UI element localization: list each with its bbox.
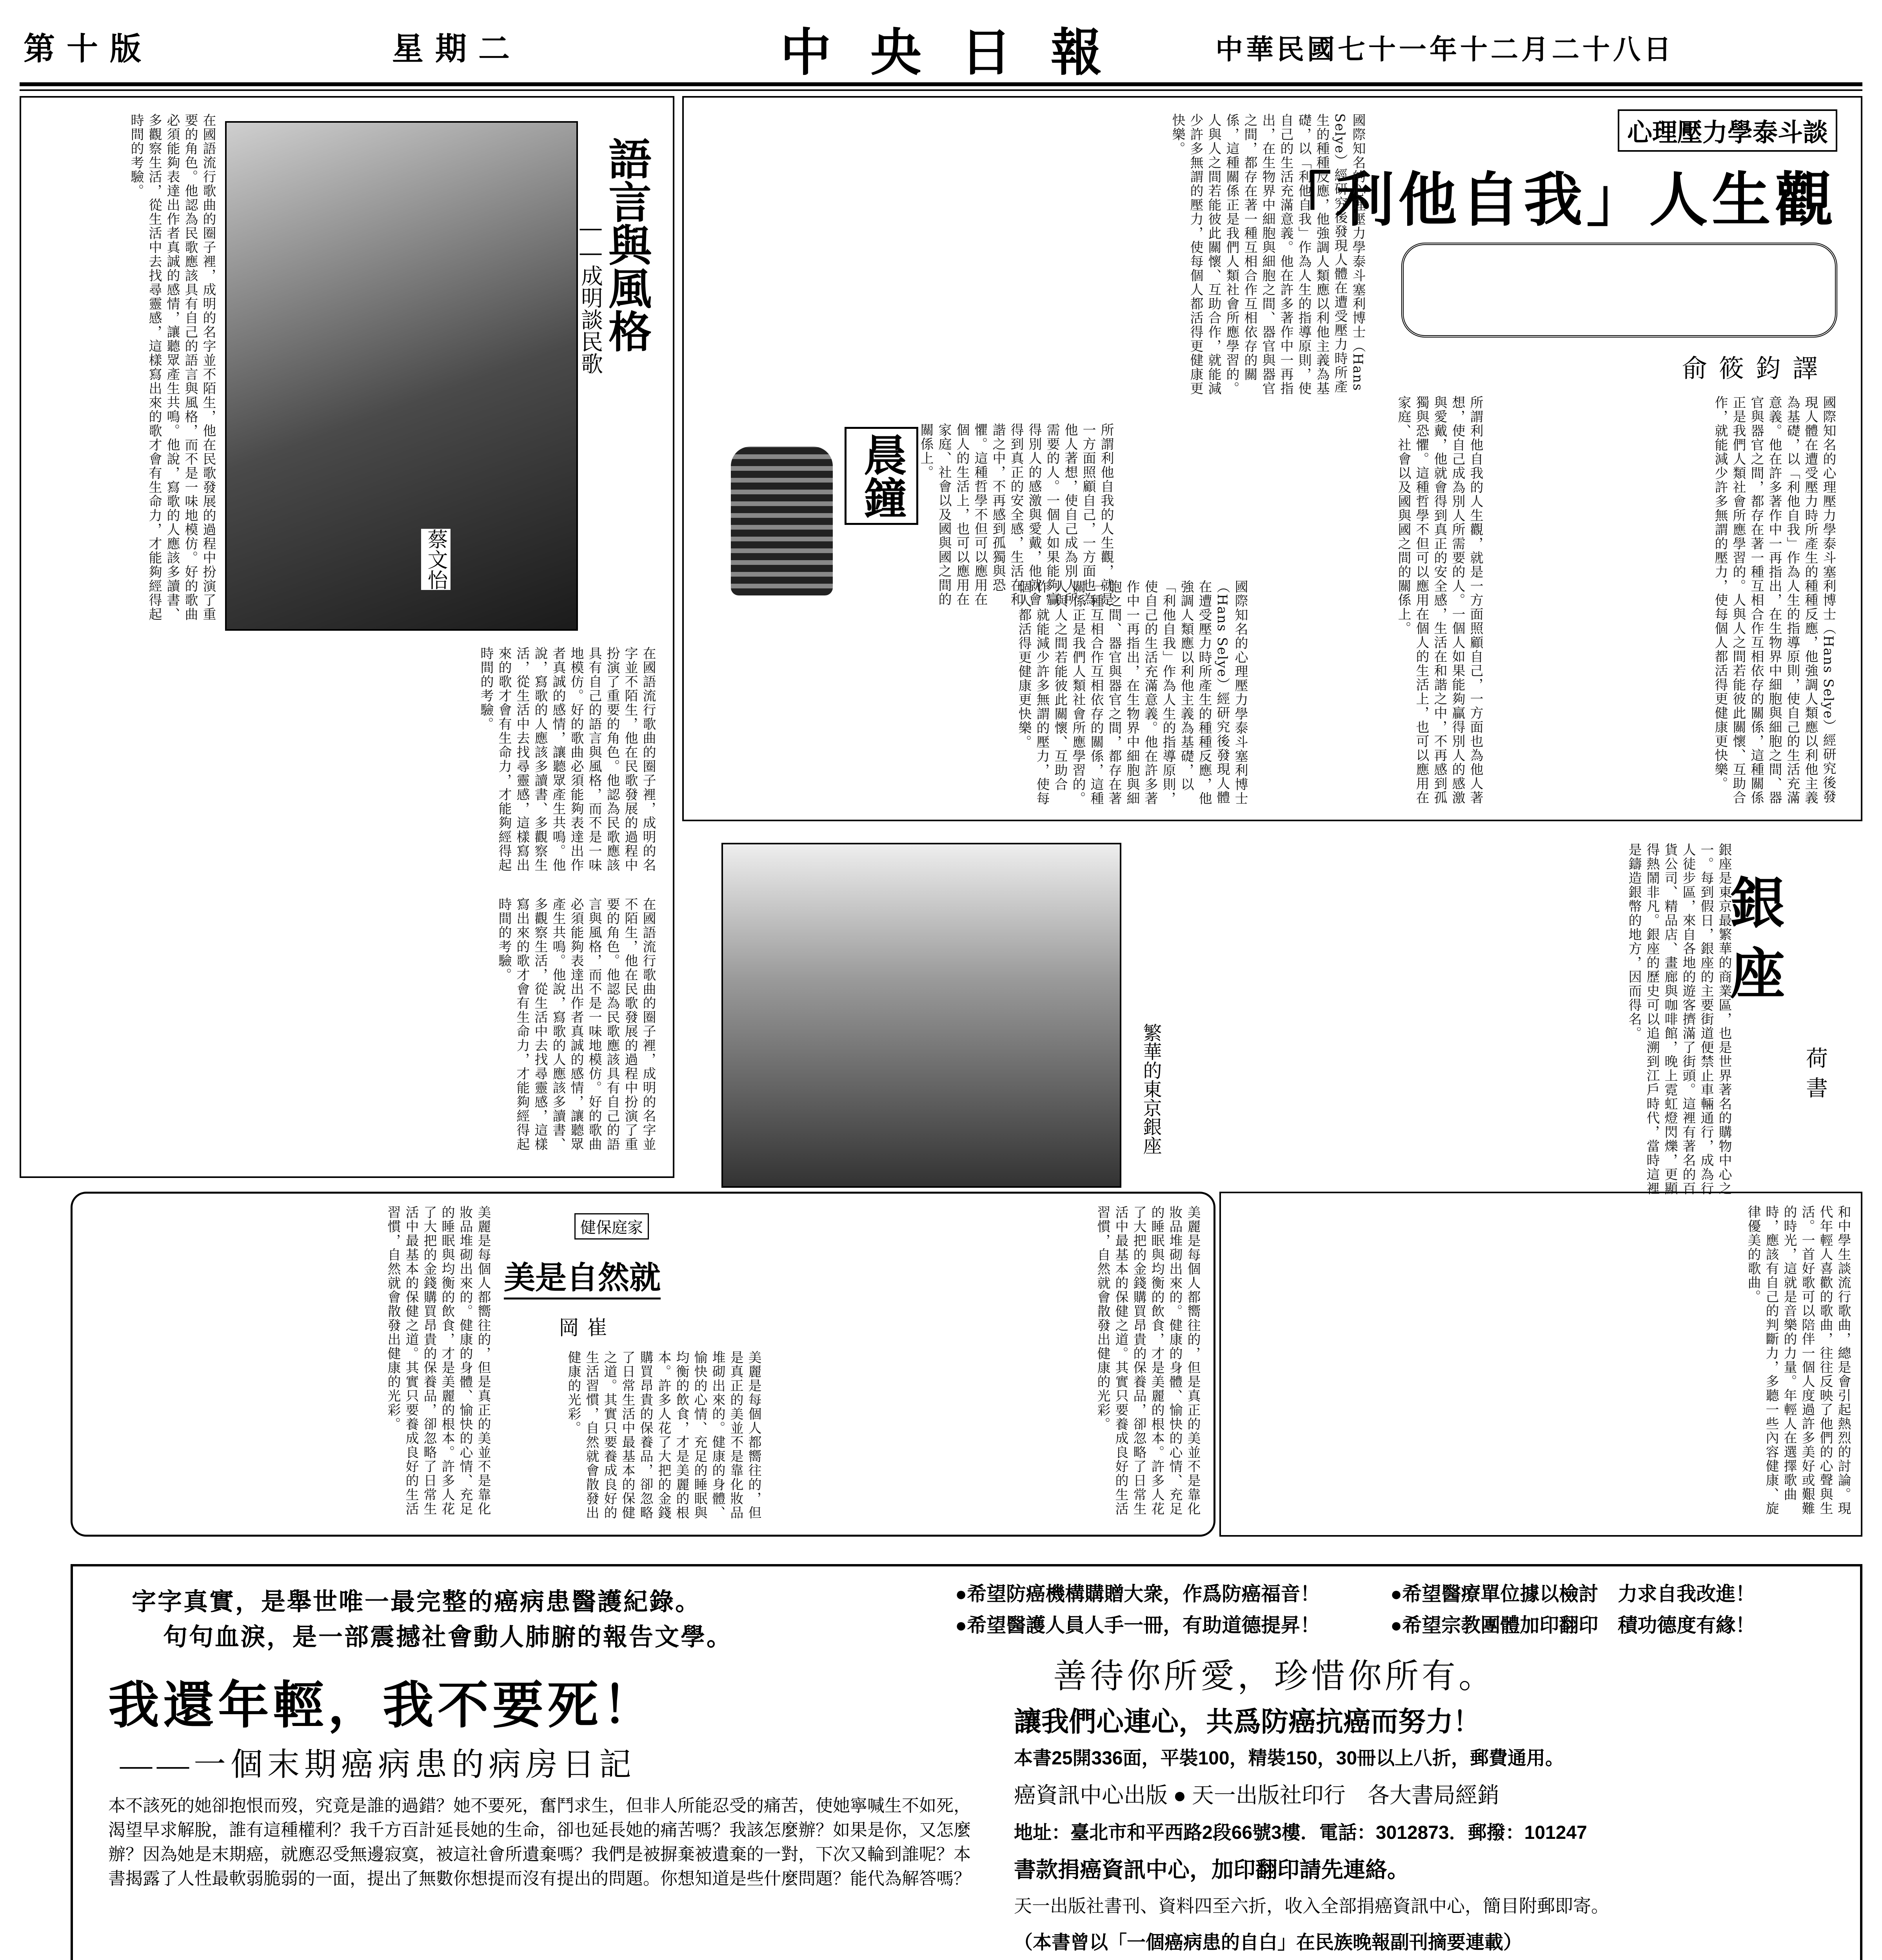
altruism-body-mid: 所謂利他自我的人生觀，就是一方面照顧自己，一方面也為他人著想，使自己成為別人所需要的人。一個人如果能夠贏得別人的感激與愛戴，他就會得到真正的安全感，生活在和諧之中，不再感到孤獨與恐懼。這種哲學不但可以應用在個人的生活上，也可以應用在家庭、社會以及國與國之間的關係上。: [1395, 396, 1483, 805]
language-style-article: [20, 96, 674, 1178]
altruism-translator: 俞筱鈞譯: [1682, 354, 1829, 383]
altruism-body-lower-right: 國際知名的心理壓力學泰斗塞利博士（Hans Selye）經研究後發現人體在遭受壓力時所產生的種種反應，他強調人類應以利他主義為基礎，以「利他自我」作為人生的指導原則，使自己的生活充滿意義。他在許多著作中一再指出，在生物界中細胞與細胞之間、器官與器官之間，都存在著一種互相合作互相依存的關係，這種關係正是我們人類社會所應學習的。人與人之間若能彼此關懷、互助合作，就能減少許多無謂的壓力，使每個人都活得更健康更快樂。: [1712, 396, 1836, 805]
beauty-author: 岡崔: [559, 1317, 616, 1339]
ornament-frame: [1401, 243, 1837, 338]
ginza-title: 銀座: [1722, 874, 1783, 1015]
ad-wish-1: ●希望防癌機構購贈大衆，作爲防癌福音！: [955, 1583, 1320, 1605]
ad-book-title: 我還年輕，我不要死！: [108, 1678, 658, 1734]
altruism-body-upper: 國際知名的心理壓力學泰斗塞利博士（Hans Selye）經研究後發現人體在遭受壓力時所產生的種種反應，他強調人類應以利他主義為基礎，以「利他自我」作為人生的指導原則，使自己的生活充滿意義。他在許多著作中一再指出，在生物界中細胞與細胞之間、器官與器官之間，都存在著一種互相合作互相依存的關係，這種關係正是我們人類社會所應學習的。人與人之間若能彼此關懷、互助合作，就能減少許多無謂的壓力，使每個人都活得更健康更快樂。: [1170, 113, 1366, 396]
cancer-book-ad: [71, 1564, 1862, 1960]
ad-wish-4: ●希望宗教團體加印翻印 積功德度有緣！: [1390, 1614, 1755, 1636]
ad-wish-2: ●希望醫療單位據以檢討 力求自我改進！: [1390, 1583, 1755, 1605]
ad-book-subtitle: ——一個末期癌病患的病房日記: [120, 1747, 636, 1782]
ad-donate: 書款捐癌資訊中心，加印翻印請先連絡。: [1014, 1857, 1409, 1882]
language-style-body-left: 在國語流行歌曲的圈子裡，成明的名字並不陌生，他在民歌發展的過程中扮演了重要的角色。他認為民歌應該具有自己的語言與風格，而不是一味地模仿。好的歌曲必須能夠表達出作者真誠的感情，讓聽眾產生共鳴。他說，寫歌的人應該多讀書、多觀察生活，從生活中去找尋靈感，這樣寫出來的歌才會有生命力，才能夠經得起時間的考驗。: [128, 113, 216, 621]
newspaper-title: 中央日報: [780, 23, 1141, 82]
altruism-article: [682, 96, 1862, 821]
ad-address: 地址：臺北市和平西路2段66號3樓．電話：3012873．郵撥：101247: [1014, 1822, 1587, 1843]
ginza-photo: [721, 843, 1121, 1188]
edition-label: 第十版: [24, 31, 153, 67]
language-style-title: 語言與風格: [602, 137, 650, 352]
singer-photo: [225, 121, 578, 631]
ad-wish-3: ●希望醫護人員人手一冊，有助道德提昇！: [955, 1614, 1320, 1636]
morning-bell-title: 晨鐘: [845, 427, 918, 525]
weekday-label: 星期二: [392, 31, 521, 67]
ad-slogan-2: 讓我們心連心，共爲防癌抗癌而努力！: [1014, 1706, 1481, 1737]
altruism-title: 「利他自我」人生觀: [1272, 168, 1837, 233]
masthead-rule-thin: [20, 89, 1862, 91]
ginza-author: 荷書: [1803, 1047, 1828, 1106]
language-style-subtitle: ——成明談民歌: [578, 215, 603, 374]
beauty-article: [71, 1192, 1215, 1537]
beauty-body-right: 美麗是每個人都嚮往的，但是真正的美並不是靠化妝品堆砌出來的。健康的身體、愉快的心情、充足的睡眠與均衡的飲食，才是美麗的根本。許多人花了大把的金錢購買昂貴的保養品，卻忽略了日常生活中最基本的保健之道。其實只要養成良好的生活習慣，自然就會散發出健康的光彩。: [1095, 1205, 1201, 1516]
language-style-body-bottom: 在國語流行歌曲的圈子裡，成明的名字並不陌生，他在民歌發展的過程中扮演了重要的角色。他認為民歌應該具有自己的語言與風格，而不是一味地模仿。好的歌曲必須能夠表達出作者真誠的感情，讓聽眾產生共鳴。他說，寫歌的人應該多讀書、多觀察生活，從生活中去找尋靈感，這樣寫出來的歌才會有生命力，才能夠經得起時間的考驗。: [496, 897, 656, 1151]
bell-icon: [731, 446, 833, 595]
ad-tagline-1: 字字真實，是舉世唯一最完整的癌病患醫護紀錄。: [132, 1589, 701, 1615]
beauty-title: 美是自然就: [504, 1252, 661, 1299]
altruism-body-lower-left: 國際知名的心理壓力學泰斗塞利博士（Hans Selye）經研究後發現人體在遭受壓力時所產生的種種反應，他強調人類應以利他主義為基礎，以「利他自我」作為人生的指導原則，使自己的生活充滿意義。他在許多著作中一再指出，在生物界中細胞與細胞之間、器官與器官之間，都存在著一種互相合作互相依存的關係，這種關係正是我們人類社會所應學習的。人與人之間若能彼此關懷、互助合作，就能減少許多無謂的壓力，使每個人都活得更健康更快樂。: [1016, 580, 1248, 806]
beauty-body-center: 美麗是每個人都嚮往的，但是真正的美並不是靠化妝品堆砌出來的。健康的身體、愉快的心情、充足的睡眠與均衡的飲食，才是美麗的根本。許多人花了大把的金錢購買昂貴的保養品，卻忽略了日常生活中最基本的保健之道。其實只要養成良好的生活習慣，自然就會散發出健康的光彩。: [565, 1350, 761, 1520]
ad-tagline-2: 句句血淚，是一部震撼社會動人肺腑的報告文學。: [163, 1624, 733, 1651]
pop-song-body: 和中學生談流行歌曲，總是會引起熱烈的討論。現代年輕人喜歡的歌曲，往往反映了他們的心聲與生活。一首好歌可以陪伴一個人度過許多美好或艱難的時光，這就是音樂的力量。年輕人在選擇歌曲時，應該有自己的判斷力，多聽一些內容健康、旋律優美的歌曲。: [1745, 1205, 1851, 1515]
ad-note: 天一出版社書刊、資料四至六折，收入全部捐癌資訊中心，簡目附郵即寄。: [1014, 1896, 1609, 1916]
ginza-body: 銀座是東京最繁華的商業區，也是世界著名的購物中心之一。每到假日，銀座的主要街道便禁止車輛通行，成為行人徒步區，來自各地的遊客擠滿了街頭。這裡有著名的百貨公司、精品店、畫廊與咖啡館，晚上霓虹燈閃爍，更顯得熱鬧非凡。銀座的歷史可以追溯到江戶時代，當時這裡是鑄造銀幣的地方，因而得名。: [1626, 843, 1732, 1196]
issue-date: 中華民國七十一年十二月二十八日: [1215, 33, 1674, 65]
morning-bell-box: [707, 423, 1119, 627]
language-style-body-mid: 在國語流行歌曲的圈子裡，成明的名字並不陌生，他在民歌發展的過程中扮演了重要的角色。他認為民歌應該具有自己的語言與風格，而不是一味地模仿。好的歌曲必須能夠表達出作者真誠的感情，讓聽眾產生共鳴。他說，寫歌的人應該多讀書、多觀察生活，從生活中去找尋靈感，這樣寫出來的歌才會有生命力，才能夠經得起時間的考驗。: [478, 646, 656, 872]
beauty-body-left: 美麗是每個人都嚮往的，但是真正的美並不是靠化妝品堆砌出來的。健康的身體、愉快的心情、充足的睡眠與均衡的飲食，才是美麗的根本。許多人花了大把的金錢購買昂貴的保養品，卻忽略了日常生活中最基本的保健之道。其實只要養成良好的生活習慣，自然就會散發出健康的光彩。: [385, 1205, 491, 1516]
ad-book-desc: 本不該死的她卻抱恨而歿，究竟是誰的過錯？她不要死，奮鬥求生，但非人所能忍受的痛苦，使她寧喊生不如死，渴望早求解脫，誰有這種權利？我千方百計延長她的生命，卻也延長她的痛苦嗎？我該怎麼辦？如果是你，又怎麼辦？因為她是末期癌，就應忍受無邊寂寞，被這社會所遺棄嗎？我們是被摒棄被遺棄的一對，下次又輪到誰呢？本書揭露了人性最軟弱脆弱的一面，提出了無數你想提而沒有提出的問題。你想知道是些什麼問題？能代為解答嗎？: [108, 1796, 971, 1888]
ad-specs: 本書25開336面，平裝100，精裝150，30冊以上八折，郵費通用。: [1014, 1748, 1564, 1769]
language-style-author: 蔡文怡: [421, 529, 451, 590]
ad-serial: （本書曾以「一個癌病患的自白」在民族晚報副刊摘要連載）: [1014, 1932, 1522, 1953]
beauty-column: 健保庭家: [574, 1213, 649, 1240]
ginza-article: [682, 827, 1862, 1227]
altruism-series: 心理壓力學泰斗談: [1618, 109, 1837, 152]
pop-song-article: [1219, 1192, 1862, 1537]
morning-bell-body: 所謂利他自我的人生觀，就是一方面照顧自己，一方面也為他人著想，使自己成為別人所需要的人。一個人如果能夠贏得別人的感激與愛戴，他就會得到真正的安全感，生活在和諧之中，不再感到孤獨與恐懼。這種哲學不但可以應用在個人的生活上，也可以應用在家庭、社會以及國與國之間的關係上。: [918, 423, 1114, 606]
ginza-caption: 繁華的東京銀座: [1140, 1023, 1161, 1155]
masthead-rule: [20, 82, 1862, 86]
ad-slogan: 善待你所愛，珍惜你所有。: [1053, 1657, 1495, 1695]
ad-publisher: 癌資訊中心出版 ● 天一出版社印行 各大書局經銷: [1014, 1784, 1499, 1808]
